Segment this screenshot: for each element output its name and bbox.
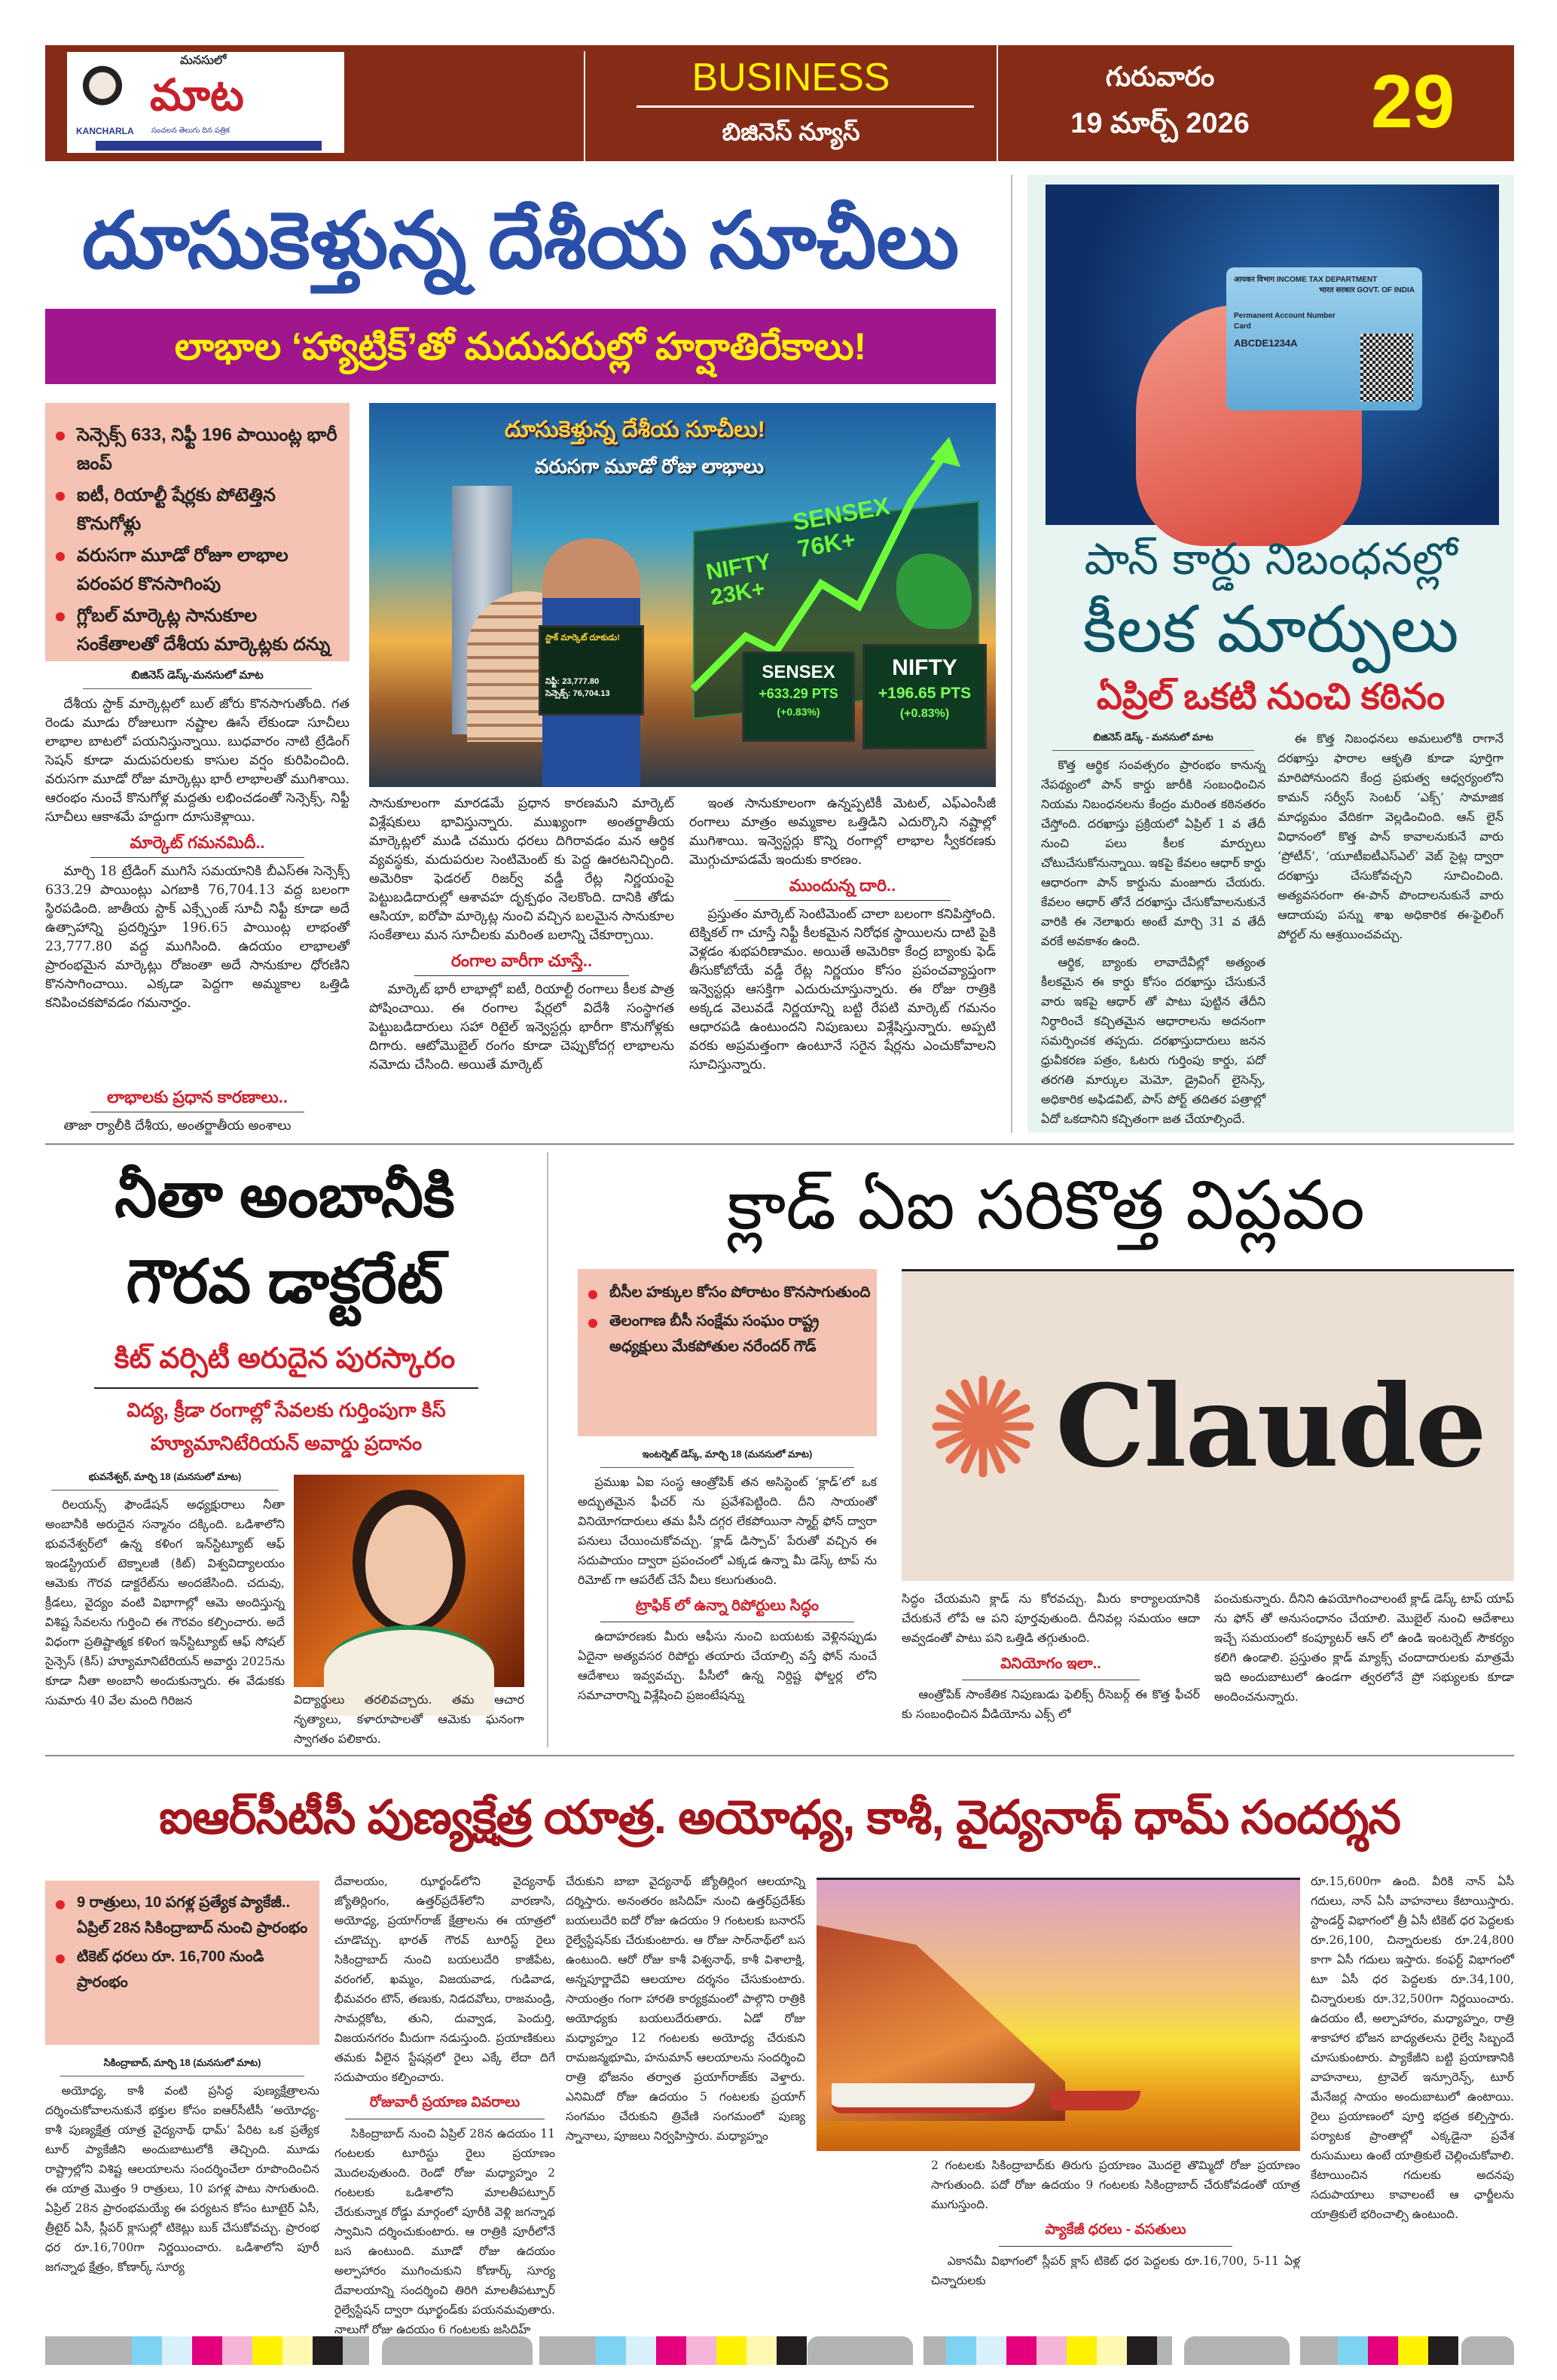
color-swatch [976, 2336, 1006, 2365]
lead-article-col1 [45, 667, 350, 1137]
color-swatch [162, 2336, 192, 2365]
claude-starburst-icon [930, 1374, 1036, 1479]
pan-article-col2 [1278, 729, 1504, 1128]
irctc-highlights-box [45, 1881, 319, 2045]
subhead-rule [94, 1387, 478, 1389]
color-swatch [746, 2336, 777, 2365]
paragraph: మార్చి 18 ట్రేడింగ్ ముగిసే సమయానికి బీఎస్ఈ సెన్సెక్స్ 633.29 పాయింట్లు ఎగబాకి 76,704.13 వద్ద బలంగా స్థిరపడింది. జాతీయ స్టాక్ ఎక్స్చేంజ్ సూచీ నిఫ్టీ కూడా అదే ఉత్సాహాన్ని ప్రదర్శిస్తూ 196.65 పాయింట్ల లాభంతో 23,777.80 వద్ద ముగిసింది. ఉదయం లాభాలతో ప్రారంభమైన మార్కెట్లు రోజంతా అదే సానుకూల ధోరణిని కొనసాగించాయి. ఎక్కడా పెద్దగా అమ్మకాల ఒత్తిడి కనిపించకపోవడం గమనార్హం. [45, 864, 350, 1011]
color-swatch [343, 2336, 369, 2365]
paragraph: 2 గంటలకు సికింద్రాబాద్‌కు తిరుగు ప్రయాణం మొదలై తొమ్మిదో రోజు ప్రయాణం సాగుతుంది. పదో రోజు ఉదయం 9 గంటలకు సికింద్రాబాద్ చేరుకోవడంతో యాత్ర ముగుస్తుంది. [931, 2159, 1300, 2211]
claude-article-col2 [902, 1589, 1200, 1747]
subheading: ముందున్న దారి.. [734, 874, 951, 901]
card-govt: भारत सरकार GOVT. OF INDIA [1319, 286, 1415, 294]
claude-logo-image [902, 1269, 1514, 1581]
gray-pill [1461, 2336, 1514, 2365]
gray-pill [1184, 2336, 1290, 2365]
logo-brand: KANCHARLA [76, 126, 134, 136]
claude-highlights-box [578, 1269, 877, 1436]
card-type: Permanent Account Number Card [1234, 312, 1336, 331]
dateline: బిజినెస్ డెస్క్ - మనసులో మాట [1052, 729, 1254, 751]
issue-date: 19 మార్చ్ 2026 [1070, 108, 1250, 139]
irctc-article-col2 [334, 1872, 555, 2336]
paragraph: ఎకానమీ విభాగంలో స్లీపర్ క్లాస్ టికెట్ ధర పెద్దలకు రూ.16,700, 5-11 ఏళ్ల చిన్నారులకు [931, 2254, 1300, 2287]
tablet-sensex: సెన్సెక్స్: 76,704.13 [545, 689, 610, 698]
color-swatch [45, 2336, 132, 2365]
color-swatch [1157, 2336, 1172, 2365]
sensex-board-name: SENSEX [762, 662, 835, 682]
paragraph: తాజా ర్యాలీకి దేశీయ, అంతర్జాతీయ అంశాలు [63, 1118, 292, 1134]
subheading: ట్రాఫిక్ లో ఉన్నా రిపోర్టులు సిద్ధం [600, 1594, 854, 1622]
paragraph: సిద్ధం చేయమని క్లాడ్ ను కోరవచ్చు. మీరు కార్యాలయానికి చేరుకునే లోపే ఆ పని పూర్తవుతుంది. దీనివల్ల సమయం ఆదా అవ్వడంతో పాటు పని ఒత్తిడి తగ్గుతుంది. [902, 1591, 1200, 1645]
color-swatch [1036, 2336, 1067, 2365]
gray-pill [382, 2336, 533, 2365]
qr-code-icon [1360, 334, 1413, 401]
section-rule [45, 1755, 1514, 1756]
varanasi-ghats-photo [817, 1878, 1300, 2151]
paragraph: సానుకూలంగా మారడమే ప్రధాన కారణమని మార్కెట్ విశ్లేషకులు భావిస్తున్నారు. ముఖ్యంగా అంతర్జాతీయ మార్కెట్లలో ముడి చమురు ధరలు దిగిరావడం మన ఆర్థిక వ్యవస్థకు, మదుపరుల సెంటిమెంట్ కు పెద్ద ఊరటనిచ్చింది. అమెరికా ఫెడరల్ రిజర్వ్ వడ్డీ రేట్ల నిర్ణయంపై పెట్టుబడిదారుల్లో ఆశావహ దృక్పథం నెలకొంది. దానికి తోడు ఆసియా, ఐరోపా మార్కెట్ల నుంచి వచ్చిన బలమైన సానుకూల సంకేతాలు మన సూచీలకు మరింత బలాన్ని చేకూర్చాయి. [369, 796, 674, 943]
section-title-te: బిజినెస్ న్యూస్ [722, 118, 860, 145]
section-title-en: BUSINESS [691, 56, 890, 99]
portrait-face [365, 1505, 453, 1625]
card-number: ABCDE1234A [1234, 337, 1298, 349]
lead-highlights-box [45, 403, 350, 661]
irctc-headline: ఐఆర్‌సీటీసీ పుణ్యక్షేత్ర యాత్ర. అయోధ్య, కాశీ, వైద్యనాథ్ ధామ్ సందర్శన [159, 1792, 1400, 1844]
claude-headline: క్లాడ్ ఏఐ సరికొత్త విప్లవం [727, 1166, 1365, 1245]
color-swatch [252, 2336, 282, 2365]
dateline: ఇంటర్నెట్ డెస్క్, మార్చి 18 (మనసులో మాట) [600, 1446, 854, 1468]
lead-article-col1-end [45, 1082, 350, 1137]
logo-portrait-icon [81, 66, 124, 123]
pan-headline-line2: కీలక మార్పులు [1082, 592, 1459, 667]
subheading: ప్యాకేజీ ధరలు - వసతులు [999, 2219, 1232, 2247]
neeta-caption-text [294, 1690, 524, 1750]
neeta-ambani-photo [294, 1475, 524, 1687]
highlight-item: ఐటీ, రియాల్టీ షేర్లకు పోటెత్తిన కొనుగోళ్లు [45, 481, 342, 539]
pan-card [1226, 267, 1422, 410]
stock-market-illustration [369, 403, 996, 787]
paragraph: పంచుకున్నారు. దీనిని ఉపయోగించాలంటే క్లాడ్ డెస్క్ టాప్ యాప్ ను ఫోన్ తో అనుసంధానం చేయాలి. మొబైల్ నుంచి ఆదేశాలు ఇచ్చే సమయంలో కంప్యూటర్ ఆన్ లో ఉండి ఇంటర్నెట్ సౌకర్యం కలిగి ఉండాలి. ప్రస్తుతం క్లాడ్ మ్యాక్స్ చందాదారులకు మాత్రమే ఇది అందుబాటులో ఉండగా త్వరలోనే ప్రో సభ్యులకు కూడా అందించనున్నారు. [1214, 1591, 1514, 1704]
irctc-article-col4 [931, 2156, 1300, 2326]
paragraph: అయోధ్య, కాశీ వంటి ప్రసిద్ధ పుణ్యక్షేత్రాలను దర్శించుకోవాలనుకునే భక్తుల కోసం ఐఆర్‌సీటీసీ ‘అయోధ్య-కాశీ పుణ్యక్షేత్ర యాత్ర వైద్యనాథ్ ధామ్’ పేరిట ఒక ప్రత్యేక టూర్ ప్యాకేజీని అందుబాటులోకి తెచ్చింది. మూడు రాష్ట్రాల్లోని విశిష్ట ఆలయాలను సందర్శించేలా రూపొందించిన ఈ యాత్ర మొత్తం 9 రాత్రులు, 10 పగళ్ల పాటు సాగుతుంది. ఏప్రిల్ 28న ప్రారంభమయ్యే ఈ పర్యటన కోసం టూటైర్ ఏసీ, త్రీటైర్ ఏసీ, స్లీపర్ క్లాసుల్లో టికెట్లు బుక్ చేసుకోవచ్చు. ప్రారంభ ధర రూ.16,700గా నిర్ణయించారు. ఒడిశాలోని పూరీ జగన్నాథ క్షేత్రం, కోణార్క్ సూర్య [45, 2084, 319, 2274]
color-swatch [924, 2336, 946, 2365]
image-subtitle: వరుసగా మూడో రోజు లాభాలు [535, 455, 765, 478]
irctc-article-col3 [566, 1872, 805, 2324]
irctc-article-col1 [45, 2055, 319, 2326]
neeta-headline-line2: గౌరవ డాక్టరేట్ [126, 1248, 444, 1315]
nifty-board-percent: (+0.83%) [899, 707, 950, 720]
paragraph: దేశీయ స్టాక్ మార్కెట్లలో బుల్ జోరు కొనసాగుతోంది. గత రెండు మూడు రోజులుగా నష్టాల ఊసే లేకుండా సూచీలు లాభాల బాటలో పయనిస్తున్నాయి. బుధవారం నాటి ట్రేడింగ్ సెషన్ కూడా మదుపరులకు కాసుల వర్షం కురిపించింది. వరుసగా మూడో రోజు మార్కెట్లు భారీ లాభాలతో ముగిశాయి. ఆరంభం నుంచే కొనుగోళ్ల మద్దతు లభించడంతో సెన్సెక్స్, నిఫ్టీ సూచీలు ఆకాశమే హద్దుగా దూసుకెళ్లాయి. [45, 697, 350, 825]
masthead-divider [584, 51, 585, 161]
color-swatch [539, 2336, 596, 2365]
paragraph: కొత్త ఆర్థిక సంవత్సరం ప్రారంభం కానున్న నేపథ్యంలో పాన్ కార్డు జారీకి సంబంధించిన నియమ నిబంధనలను కేంద్రం మరింత కఠినతరం చేస్తోంది. దరఖాస్తు ప్రక్రియలో ఏప్రిల్ 1 వ తేదీ నుంచి పలు కీలక మార్పులు చోటుచేసుకోనున్నాయి. ఇకపై కేవలం ఆధార్ కార్డు ఆధారంగా పాన్ కార్డును మంజూరు చేయరు. కేవలం ఆధార్ తోనే దరఖాస్తు చేసుకోవాలనుకునే వారికి ఈ నెలాఖరు అంటే మార్చి 31 వ తేదీ వరకే అవకాశం ఉంది. [1041, 758, 1265, 948]
lead-headline: దూసుకెళ్తున్న దేశీయ సూచీలు [81, 197, 960, 285]
color-swatch [686, 2336, 716, 2365]
claude-article-col1 [578, 1446, 877, 1744]
color-swatch [1006, 2336, 1036, 2365]
logo-tagline: సంచలన తెలుగు దిన పత్రిక [151, 127, 230, 135]
color-swatch [1338, 2336, 1368, 2365]
color-swatch [1428, 2336, 1458, 2365]
tablet-title: స్టాక్ మార్కెట్ దూకుడు! [545, 633, 620, 642]
color-swatch [192, 2336, 222, 2365]
subheading: లాభాలకు ప్రధాన కారణాలు.. [90, 1086, 304, 1112]
sensex-board-points: +633.29 PTS [759, 686, 838, 701]
color-swatch [716, 2336, 746, 2365]
tablet-nifty: నిఫ్టీ: 23,777.80 [545, 677, 600, 686]
logo-bar [96, 141, 322, 151]
sensex-board [742, 651, 855, 742]
image-title: దూసుకెళ్తున్న దేశీయ సూచీలు! [505, 417, 765, 442]
highlight-item: 9 రాత్రులు, 10 పగళ్ల ప్రత్యేక ప్యాకేజీ.. ఏప్రిల్ 28న సికింద్రాబాద్ నుంచి ప్రారంభం [45, 1890, 315, 1941]
dateline: బిజినెస్ డెస్క్-మనసులో మాట [83, 667, 312, 689]
paragraph: దేవాలయం, ఝార్ఖండ్‌లోని వైద్యనాథ్ జ్యోతిర్లింగం, ఉత్తర్‌ప్రదేశ్‌లోని వారణాసి, అయోధ్య, ప్రయాగ్‌రాజ్ క్షేత్రాలను ఈ యాత్రలో చూడొచ్చు. భారత్ గౌరవ్ టూరిస్ట్ రైలు సికింద్రాబాద్ నుంచి బయలుదేరి కాజీపేట, వరంగల్, ఖమ్మం, విజయవాడ, గుడివాడ, భీమవరం టౌన్, తణుకు, నిడదవోలు, రాజమండ్రి, సామర్లకోట, తుని, దువ్వాడ, పెందుర్తి, విజయనగరం మీదుగా నడుస్తుంది. ప్రయాణికులు తమకు వీలైన స్టేషన్లలో రైలు ఎక్కే లేదా దిగే సదుపాయం కల్పించారు. [334, 1875, 555, 2084]
color-swatch [1127, 2336, 1157, 2365]
pan-card-photo [1046, 185, 1499, 525]
dateline: సికింద్రాబాద్, మార్చి 18 (మనసులో మాట) [60, 2055, 304, 2076]
newspaper-logo[interactable] [67, 52, 344, 153]
masthead-divider [997, 45, 998, 161]
color-swatch [946, 2336, 976, 2365]
lead-article-col2 [369, 795, 674, 1134]
pan-subheadline: ఏప్రిల్ ఒకటి నుంచి కఠినం [1096, 677, 1446, 717]
paragraph: రూ.15,600గా ఉంది. వీరికి నాన్ ఏసీ గదులు, నాన్ ఏసీ వాహనాలు కేటాయిస్తారు. స్టాండర్డ్ విభాగంలో త్రీ ఏసీ టికెట్ ధర పెద్దలకు రూ.26,100, చిన్నారులకు రూ.24,800 కాగా ఏసీ గదులు ఇస్తారు. కంఫర్ట్ విభాగంలో టూ ఏసీ ధర పెద్దలకు రూ.34,100, చిన్నారులకు రూ.32,500గా నిర్ణయించారు. ఉదయం టీ, అల్పాహారం, మధ్యాహ్నం, రాత్రి శాకాహార భోజన బాధ్యతలను రైల్వే సిబ్బందే చూసుకుంటారు. ప్యాకేజీని బట్టి ప్రయాణానికి వాహనాలు, ట్రావెల్ ఇన్సూరెన్స్, టూర్ మేనేజర్ల సాయం అందుబాటులో ఉంటాయి. రైలు ప్రయాణంలో పూర్తి భద్రత కల్పిస్తారు. పర్యాటక ప్రాంతాల్లో ఎక్కడైనా ప్రవేశ రుసుములు ఉంటే యాత్రికులే చెల్లించుకోవాలి. కేటాయించిన గదులకు అదనపు సదుపాయాలు కావాలంటే ఆ ఛార్జీలను యాత్రికులే భరించాల్సి ఉంటుంది. [1311, 1875, 1514, 2221]
boat [1050, 2091, 1140, 2110]
paragraph: ఆర్థిక, బ్యాంకు లావాదేవీల్లో అత్యంత కీలకమైన ఈ కార్డు కోసం దరఖాస్తు చేసుకునే వారు ఇకపై ఆధార్ తో పాటు పుట్టిన తేదీని నిర్ధారించే కచ్చితమైన ఆధారాలను అదనంగా సమర్పించక తప్పదు. దరఖాస్తుదారులు జనన ధ్రువీకరణ పత్రం, ఓటరు గుర్తింపు కార్డు, పదో తరగతి మార్కుల మెమో, డ్రైవింగ్ లైసెన్స్, అధికారిక అఫిడవిట్, పాస్ పోర్ట్ తదితర పత్రాల్లో ఏదో ఒకదానిని కచ్చితంగా జత చేయాల్సిందే. [1041, 955, 1265, 1126]
lead-banner-text: లాభాల ‘హ్యాట్రిక్’తో మదుపరుల్లో హర్షాతిరేకాలు! [174, 325, 867, 368]
tablet [539, 625, 644, 716]
subheading: వినియోగం ఇలా.. [962, 1652, 1140, 1680]
color-swatch [777, 2336, 807, 2365]
color-swatch [1097, 2336, 1127, 2365]
highlight-item: సెన్సెక్స్ 633, నిఫ్టీ 196 పాయింట్ల భారీ జంప్ [45, 421, 342, 478]
column-divider [1011, 175, 1012, 1133]
card-department: आयकर विभाग INCOME TAX DEPARTMENT [1234, 276, 1378, 284]
highlight-item: గ్లోబల్ మార్కెట్ల సానుకూల సంకేతాలతో దేశీయ మార్కెట్లకు దన్ను [45, 602, 342, 659]
gray-pill [808, 2336, 913, 2365]
paragraph: చేరుకుని బాబా వైద్యనాథ్ జ్యోతిర్లింగ ఆలయాన్ని దర్శిస్తారు. అనంతరం జసిదిహ్ నుంచి ఉత్తర్‌ప్రదేశ్‌కు బయలుదేరి ఐదో రోజు ఉదయం 9 గంటలకు బనారస్ రైల్వేస్టేషన్‌కు చేరుకుంటారు. ఆ రోజు సార్‌నాథ్‌లో బస ఉంటుంది. ఆరో రోజు కాశీ విశ్వనాథ్, కాశీ విశాలాక్షి, అన్నపూర్ణాదేవి ఆలయాల దర్శనం చేసుకుంటారు. సాయంత్రం గంగా హారతి కార్యక్రమంలో పాల్గొని రాత్రికి అయోధ్యకు బయలుదేరుతారు. ఏడో రోజు మధ్యాహ్నం 12 గంటలకు అయోధ్య చేరుకుని రామజన్మభూమి, హనుమాన్ ఆలయాలను సందర్శించి రాత్రి భోజనం తర్వాత ప్రయాగ్‌రాజ్‌కు వెళ్తారు. ఎనిమిదో రోజు ఉదయం 5 గంటలకు ప్రయాగ్ సంగమం చేరుకుని త్రివేణి సంగమంలో పుణ్య స్నానాలు, పూజలు నిర్వహిస్తారు. మధ్యాహ్నం [566, 1875, 805, 2143]
color-swatch [222, 2336, 252, 2365]
subheading: రోజువారీ ప్రయాణ వివరాలు [345, 2092, 545, 2119]
paragraph: ప్రముఖ ఏఐ సంస్థ ఆంత్రోపిక్ తన అసిస్టెంట్ ‘క్లాడ్’లో ఒక అద్భుతమైన ఫీచర్ ను ప్రవేశపెట్టింది. దీని సాయంతో వినియోగదారులు తమ పీసీ దగ్గర లేకపోయినా స్మార్ట్ ఫోన్ ద్వారా పనులు చేయించుకోవచ్చు. ‘క్లాడ్ డిస్పాచ్’ పేరుతో వచ్చిన ఈ సదుపాయం ద్వారా ప్రపంచంలో ఎక్కడ ఉన్నా మీ డెస్క్ టాప్ ను రిమోట్ గా ఆపరేట్ చేసే వీలు కలుగుతుంది. [578, 1475, 877, 1587]
pan-headline-line1: పాన్ కార్డు నిబంధనల్లో [1084, 533, 1458, 584]
nifty-board-points: +196.65 PTS [878, 685, 972, 702]
color-swatch [1067, 2336, 1097, 2365]
lead-banner [45, 309, 996, 384]
nifty-board-name: NIFTY [892, 655, 957, 680]
highlight-item: తెలంగాణ బీసీ సంక్షేమ సంఘం రాష్ట్ర అధ్యక్షులు మేకపోతుల నరేందర్ గౌడ్ [578, 1308, 871, 1359]
nifty-board [862, 644, 987, 749]
paragraph: విద్యార్థులు తరలివచ్చారు. తమ ఆచార నృత్యాలు, కళారూపాలతో ఆమెకు ఘనంగా స్వాగతం పలికారు. [294, 1692, 524, 1746]
lead-article-col1-main [45, 667, 350, 1082]
highlight-item: వరుసగా మూడో రోజూ లాభాల పరంపర కొనసాగింపు [45, 542, 342, 599]
claude-article-col3 [1214, 1589, 1514, 1747]
highlight-item: బీసీల హక్కుల కోసం పోరాటం కొనసాగుతుంది [578, 1280, 871, 1305]
neeta-subheadline-2: విద్య, క్రీడా రంగాల్లో సేవలకు గుర్తింపుగా కిస్ హ్యూమానిటేరియన్ అవార్డు ప్రదానం [127, 1399, 446, 1454]
sensex-board-percent: (+0.83%) [777, 706, 820, 718]
highlight-item: టికెట్ ధరలు రూ. 16,700 నుండి ప్రారంభం [45, 1944, 315, 1995]
color-swatch [656, 2336, 686, 2365]
boat [832, 2083, 1035, 2113]
color-swatch [1368, 2336, 1398, 2365]
color-swatch [1398, 2336, 1428, 2365]
neeta-article [45, 1469, 285, 1747]
paragraph: సికింద్రాబాద్ నుంచి ఏప్రిల్ 28న ఉదయం 11 గంటలకు టూరిస్టు రైలు ప్రయాణం మొదలవుతుంది. రెండో రోజు మధ్యాహ్నం 2 గంటలకు ఒడిశాలోని మాలతీపట్పూర్ చేరుకున్నాక రోడ్డు మార్గంలో పూరీకి వెళ్లి జగన్నాథ స్వామిని దర్శించుకుంటారు. ఆ రాత్రికి పూరీలోనే బస ఉంటుంది. మూడో రోజు ఉదయం అల్పాహారం ముగించుకుని కోణార్క్ సూర్య దేవాలయాన్ని సందర్శించి తిరిగి మాలతీపట్పూర్ రైల్వేస్టేషన్ ద్వారా ఝార్ఖండ్‌కు పయనమవుతారు. నాలుగో రోజు ఉదయం 6 గంటలకు జసిదిహ్ [334, 2127, 555, 2336]
page-number: 29 [1371, 60, 1455, 144]
subheading: మార్కెట్ గమనమిదీ.. [90, 831, 304, 858]
paragraph: ఆంత్రోపిక్ సాంకేతిక నిపుణుడు ఫెలిక్స్ రీసెబర్గ్ ఈ కొత్త ఫీచర్ కు సంబంధించిన వీడియోను ఎక్స్ లో [902, 1687, 1200, 1721]
pan-article-col1 [1041, 729, 1265, 1128]
logo-small-text: మనసులో [180, 54, 227, 67]
nifty-big-label: NIFTY 23K+ [704, 549, 773, 611]
sensex-big-label: SENSEX 76K+ [790, 492, 892, 563]
color-swatch [313, 2336, 343, 2365]
paragraph: మార్కెట్ భారీ లాభాల్లో ఐటీ, రియాల్టీ రంగాలు కీలక పాత్ర పోషించాయి. ఈ రంగాల షేర్లలో విదేశీ సంస్థాగత పెట్టుబడిదారులు సహా రిటైల్ ఇన్వెస్టర్లు భారీగా కొనుగోళ్లకు దిగారు. ఆటోమొబైల్ రంగం కూడా చెప్పుకోదగ్గ లాభాలను నమోదు చేసింది. అయితే మార్కెట్ [369, 982, 674, 1073]
color-swatch [282, 2336, 313, 2365]
column-divider [547, 1152, 548, 1747]
paragraph: ఉదాహరణకు మీరు ఆఫీసు నుంచి బయటకు వెళ్లినప్పుడు ఏదైనా అత్యవసర రిపోర్టు తయారు చేయాల్సి వస్తే ఫోన్ నుంచే ఆదేశాలు ఇవ్వవచ్చు. పీసీలో ఉన్న నిర్దిష్ట ఫోల్డర్ల లోని సమాచారాన్ని విశ్లేషించి ప్రజంటేషన్ను [578, 1629, 877, 1702]
color-swatch [626, 2336, 656, 2365]
subheading: రంగాల వారీగా చూస్తే.. [414, 950, 629, 976]
neeta-headline-line1: నీతా అంబానీకి [114, 1162, 455, 1229]
paragraph: ఇంత సానుకూలంగా ఉన్నప్పటికీ మెటల్, ఎఫ్ఎంసీజీ రంగాలు మాత్రం అమ్మకాల ఒత్తిడిని ఎదుర్కొని నష్టాల్లో ముగిశాయి. ఇన్వెస్టర్లు కొన్ని రంగాల్లో లాభాల స్వీకరణకు మొగ్గుచూపడమే ఇందుకు కారణం. [689, 796, 996, 868]
color-swatch [596, 2336, 626, 2365]
section-divider [637, 105, 974, 108]
paragraph: ప్రస్తుతం మార్కెట్ సెంటిమెంట్ చాలా బలంగా కనిపిస్తోంది. టెక్నికల్ గా చూస్తే నిఫ్టీ కీలకమైన నిరోధక స్థాయిలను దాటి పైకి వెళ్లడం శుభపరిణామం. అయితే అమెరికా కేంద్ర బ్యాంకు ఫెడ్ తీసుకోబోయే వడ్డీ రేట్ల నిర్ణయం కోసం ప్రపంచవ్యాప్తంగా ఇన్వెస్టర్లు ఆసక్తిగా ఎదురుచూస్తున్నారు. ఈ రోజు రాత్రికి అక్కడ వెలువడే నిర్ణయాన్ని బట్టి రేపటి మార్కెట్ గమనం ఆధారపడి ఉంటుందని నిపుణులు విశ్లేషిస్తున్నారు. అప్పటి వరకు అప్రమత్తంగా ఉంటూనే సరైన షేర్లను ఎంచుకోవాలని సూచిస్తున్నారు. [689, 907, 996, 1073]
claude-wordmark: Claude [1055, 1359, 1485, 1493]
lead-article-col3 [689, 795, 996, 1134]
color-swatch [132, 2336, 162, 2365]
logo-main-text: మాట [150, 71, 244, 120]
section-rule [45, 1143, 1514, 1145]
dateline: భువనేశ్వర్, మార్చి 18 (మనసులో మాట) [51, 1469, 279, 1491]
irctc-article-col5 [1311, 1872, 1514, 2324]
color-swatch [1300, 2336, 1338, 2365]
paragraph: ఈ కొత్త నిబంధనలు అమలులోకి రాగానే దరఖాస్తు ఫారాల ఆకృతి కూడా పూర్తిగా మారిపోనుందని కేంద్ర ప్రభుత్వ ఆధ్వర్యంలోని కామన్ సర్వీస్ సెంటర్ ‘ఎక్స్’ సామాజిక మాధ్యమం వేదికగా వెల్లడించింది. ఆన్ లైన్ విధానంలో కొత్త పాన్ కావాలనుకునే వారు ‘ప్రోటీన్’, ‘యూటీఐటీఎస్ఎల్’ వెబ్ సైట్ల ద్వారా దరఖాస్తు చేసుకోవచ్చని సూచించింది. అత్యవసరంగా ఈ-పాన్ పొందాలనుకునే వారు ఆదాయపు పన్ను శాఖ అధికారిక ఈ-ఫైలింగ్ పోర్టల్ ను ఆశ్రయించవచ్చు. [1278, 731, 1504, 941]
weekday: గురువారం [1105, 61, 1215, 92]
neeta-subheadline: కిట్ వర్సిటీ అరుదైన పురస్కారం [114, 1343, 456, 1375]
paragraph: రిలయన్స్ ఫౌండేషన్ అధ్యక్షురాలు నీతా అంబానీకి అరుదైన సన్మానం దక్కింది. ఒడిశాలోని భువనేశ్వర్‌లో ఉన్న కళింగ ఇన్‌స్టిట్యూట్ ఆఫ్ ఇండస్ట్రియల్ టెక్నాలజీ (కిట్) విశ్వవిద్యాలయం ఆమెకు గౌరవ డాక్టరేట్‌ను అందజేసింది. చదువు, క్రీడలు, వైద్యం వంటి విభాగాల్లో ఆమె అందిస్తున్న విశిష్ట సేవలను గుర్తించి ఈ గౌరవం కల్పించారు. అదే విధంగా ప్రతిష్టాత్మక కళింగ ఇన్‌స్టిట్యూట్ ఆఫ్ సోషల్ సైన్సెస్ (కిస్) హ్యూమానిటేరియన్ అవార్డు 2025ను కూడా నీతా అంబానీ అందుకున్నారు. ఈ వేడుకకు సుమారు 40 వేల మంది గిరిజన [45, 1497, 285, 1707]
